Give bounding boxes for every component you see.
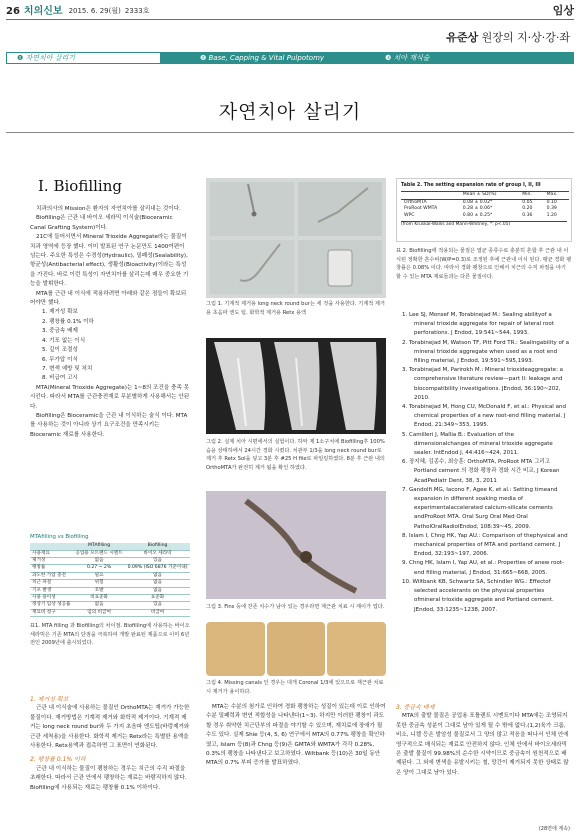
table-cell: 공업용 포트랜드 시멘트 [73,550,125,557]
table-cell: OrthoMTA [404,199,427,205]
author-name: 유준상 [446,31,479,44]
table-cell: 0.05 [522,199,533,205]
table-cell: 0.27 ~ 2% [73,565,125,572]
list-item: 8. 비급여 고시 [42,375,78,382]
table-row [30,572,190,579]
table-2-caption: 표 2. Biofilling에 적용되는 물질은 열균 종류수로 충분히 흔합 후 근관 내 이식된 정확한 흔수비(W/P=0.3)로 조정된 후에 근관내 이식 된다. 팽균 경화 팽창률은 0.08% 이다. 따라서 경화 팽창으로 인해서 치근의 수직 파절을 야기 할 수 있는 MTA 재료들과는 다른 물질이다. [396,248,572,280]
table-cell: 없음 [73,602,125,609]
table-cell: 0.39 [546,206,557,212]
list-item: 4. 기포 없는 이식 [42,337,86,344]
table-cell: 0.10 [546,199,557,205]
table-header: Mean ± SD(%) [460,192,519,200]
paragraph: Biofilling은 근관 내 바이오 세라믹 이식술(Bioceramic Canal Grafting System)이다. [30,215,173,231]
table-cell: ProRoot WMTA [404,206,438,212]
table-cell: 비급여 [125,609,190,616]
series-author [446,30,570,47]
list-item: 2. 팽창률 0.1% 이하 [42,318,94,325]
table-cell: 없음 [125,580,190,587]
article-title: 자연치아 살리기 [218,101,362,123]
table-cell: 없음 [125,572,190,579]
list-item: 3. 중금속 배제 [42,328,78,335]
table-cell: 없음 [73,557,125,564]
table-cell: WPC [404,212,415,218]
table-header: Max. [544,192,569,200]
column-1 [30,205,190,440]
subheading: 3. 중금속 배제 [396,704,435,711]
table-row [30,550,190,557]
column-3-text [396,703,572,778]
table-row [401,213,569,220]
paragraph: Biofilling은 Bioceramic을 근관 내 이식하는 술식 이다. MTA를 사용하는 것이 아니라 상기 요구조건을 만족시키는 Bioceramic 재료를 사용한다. [30,412,188,438]
table-cell: 있음 [125,557,190,564]
table-header: Min. [519,192,543,200]
figure-3-caption: 그림 3. Fins 등에 잔존 치수가 남아 있는 경우라면 제근관 치료 시 재이가 업다. [206,604,385,610]
table-cell: 0.80 ± 0.25* [462,212,493,218]
table-header: MTAfilling [73,543,125,550]
table-title: Table 2. The setting expansion rate of group I, II, III [401,183,541,188]
reference-item: 4. Torabinejad M, Hong CU, McDonald F, et al.: Physical and chemical properties of a new root-end filling material. J Endod, 21:349~353, 1995. [402,404,566,429]
figure-4-caption: 그림 4. Missing canals 인 경우는 대개 Coronal 1/3에 있으므로 재근관 치료 시 제거가 용이하다. [206,680,384,695]
table-note: (from Kruskal-Wallis and Mann-Whitney, *: p<.05) [401,221,567,229]
list-item: 7. 변색 예방 및 처치 [42,365,93,372]
reference-item: 7. Gandolfi MG, Iacono F, Agee K, et al.: Setting timeand expansion in different soaking media of experimentalaccelerated calcium-silicate cements andProRoot MTA. Oral Surg Oral Med Oral PatholOralRadiolEndod, 108:39~45, 2009. [402,486,558,530]
figure-4-image-1 [206,622,265,676]
expansion-table-block [396,178,572,242]
figure-4-image-2 [267,622,325,676]
figure-1-retx-image [298,240,382,294]
table-header: Biofilling [125,543,190,550]
table-header [401,192,460,200]
table-row [401,206,569,213]
expansion-table [401,191,569,219]
table-cell: 비표준화 [73,594,125,601]
paragraph: 근관 내 이식술에 사용하는 물질인 OrthoMTA는 재거가 가능한 물질이다. 재거방법은 기계적 제거와 화학적 제거이다. 기계적 제거는 long neck round bur와 두 가지 초음파 엔도팁(바렁제거와 근관 세척용)을 사용한다. 화학적 제거는 Retx라는 특별한 용액을 사용한다. Retx용액과 접촉하면 그 표면이 연화된다. [30,705,190,750]
table-cell: 과도한 가압 충전 [30,572,73,579]
section-label: 임상 [552,4,574,18]
page-number: 26 [6,6,20,17]
reference-item: 6. 장지혜, 김종수, 최승훈: OrthoMTA, ProRoot MTA 그리고 Portland cement 의 경화 팽창과 경화 시간 비교, J Korean AcadPediatr Dent, 38, 3, 2011 [402,459,560,484]
table-row [30,557,190,564]
figure-1-endo-tip-image [210,240,294,294]
paragraph: MTA는 수분의 첨가로 인하여 경화 팽창하는 성질이 있는데 이로 인하여 수분 밀폐력과 변연 적합성을 나타낸다(1~3). 하지만 이러한 팽창이 과도할 경우 취약한 치근단부의 파절을 야기할 수 있으며, 재치료에 장애가 될 수도 있다. 실제 Shie 등(4, 5, 6) 연구에서 MTA의 0.77% 팽창을 확인하였고, Islam 등(8)과 Chng 등(9)은 GMTA와 WMTA가 각각 0.28%, 0.3%의 팽창을 나타낸다고 보고하였다. Wiltbank 등(10)은 30일 동안 MTA의 0.7% 부피 증가를 발표하였다. [206,704,386,767]
figure-1-caption: 그림 1. 기계적 제거용 long neck round bur는 세 것을 사용한다. 기계적 제거용 초음파 엔도 팁. 화학적 제거용 Retx 용액 [206,301,385,316]
table-row [30,609,190,616]
issue-number: 2333호 [124,7,150,16]
list-item: 6. 무가압 이식 [42,356,78,363]
table-row [30,565,190,572]
table-cell: 정상기 임상 성공률 [30,602,73,609]
table-header [30,543,73,550]
reference-item: 10. Wiltbank KB, Schwartz SA, Schindler WG.: Effectof selected accelerants on the physical properties ofmineral trioxide aggregate and Portland cement. JEndod, 33:1235~1238, 2007. [402,578,554,613]
list-item: 1. 제거성 확보 [42,309,78,316]
figure-1-ultrasonic-tip-image [298,182,382,236]
table-row [30,594,190,601]
subheading: 2. 팽창률 0.1% 이하 [30,756,86,764]
table-cell: 0.09% (ISO 6876 기준이내) [125,565,190,572]
figure-3 [206,491,386,599]
figure-2 [206,338,386,434]
section-heading: I. Biofilling [38,177,122,195]
subheading: 1. 제거성 확보 [30,696,69,703]
table-row [30,580,190,587]
table-caption: 표1. MTA filling 과 Biofilling의 차이점. Biofilling에 사용하는 바이오세라믹은 기존 MTA의 단점을 극복하여 개발 완료된 제품으로 이미 6년 전인 2009년에 출시되었다. [30,623,190,647]
table-row [30,602,190,609]
paragraph: MTA(Mineral Trioxide Aggregate)는 1~8의 조건을 충족 못 시킨다. 따라서 MTA를 근관충전재로 무분별하게 사용해서는 안된다. [30,384,190,410]
paragraph: 21C에 들어서면서 Mineral Trioxide Aggregate라는 물질이 치과 영역에 등장 했다. 이미 발표된 연구 논문만도 1400여편이 넘는다. 주요한 특성은 수경성(Hydraulic), 밀폐성(Sealability), 항균성(Antibacterial effect), 생활성(Bioactivity)이라는 특성을 가진다. 바로 이런 특성이 자연치아를 살리는데 매우 중요한 기능을 발휘한다. [30,234,189,288]
column-2-text [206,703,386,769]
issue-date: 2015. 6. 29(월) [68,7,121,16]
table-cell: 표준화 [125,594,190,601]
masthead [6,4,574,20]
table-cell: 호발 [73,587,125,594]
paragraph: MTA를 근관 내 이식에 적용하려면 아래와 같은 점들이 확보되어야만 했다. [30,290,187,307]
table-cell: 제거성 [30,557,73,564]
table-cell: 필요 [73,572,125,579]
title-divider [6,132,574,133]
reference-item: 2. Torabinejad M, Watson TF, Pitt Ford TR.: Sealingability of a mineral trioxide aggregate when used as a root end filling material, J Endod, 19:591~595,1993. [402,339,569,365]
series-name: 원장의 지·상·강·좌 [481,31,570,44]
newspaper-name: 치의신보 [23,6,63,17]
table-cell: 없음 [125,587,190,594]
tab-replantation: ❸ 치아 재식술 [385,53,430,62]
comparison-table-block [30,533,190,648]
table-cell: 위험 [73,580,125,587]
figure-4 [206,622,386,676]
paragraph: MTA의 출발 물질은 공업용 포틀랜트 시멘트이다 MTA에는 조영되지 못한 중금속 성분이 그대로 남아 있게 될 수 밖에 없다.(1,2)육가 크롬, 비소, 니켈 등은 발암성 물질로서 그 양의 많고 적음을 떠나서 인체 안에 영구적으로 매식되는 재료로 안전하지 않다. 인체 안에서 바이오세라믹은 출발 물질이 99.98%의 순수한 시약이므로 중금속이 원천적으로 배제된다. 그 외에 변색을 유발시키는 철, 망간이 제거되지 못한 상태로 많은 양이 그대로 남아 있다. [396,713,569,776]
tab-natural-tooth: ❶ 자연치아 살리기 [6,52,161,64]
table-cell: 바이오 세라믹 [125,550,190,557]
comparison-table [30,543,190,617]
table-cell: 팽창률 [30,565,73,572]
table-cell: 있음 [125,602,190,609]
figure-4-image-3 [327,622,386,676]
reference-item: 1. Lee SJ, Monsef M, Torabinejad M.: Sealing abilityof a mineral trioxide aggregate for repair of lateral root perforations. J Endod, 19:541~544, 1993. [402,312,554,337]
table-cell: 임의 비급여 [73,609,125,616]
figure-1-bur-image [210,182,294,236]
continued-note: (28면에 계속) [538,826,570,832]
references-list [402,311,572,615]
table-cell: 사용 용이성 [30,594,73,601]
figure-1 [206,178,386,298]
reference-item: 9. Chng HK, Islam I, Yap AU, et al.: Properties of anew root-end filling material, J Endod, 31:665~668, 2005. [402,560,565,576]
table-cell: 0.36 [522,212,533,218]
table-cell: 치근 파절 [30,580,73,587]
reference-item: 5. Camilleri J, Mallia B.: Evaluation of the dimensionalchanges of mineral trioxide aggregate sealer. IntEndod J, 44:416~424, 2011. [402,431,553,457]
tab-base-capping: ❷ Base, Capping & Vital Pulpotomy [200,53,325,62]
figure-2-caption: 그림 2. 실제 치아 시편에서의 실험이다. 하악 제 1소구치에 Biofilling후 100% 습윤 상태하에서 24시간 경화 시켰다. 치관부 1/3을 long neck round bur로 제거 후 Retx Sol을 넣고 3분 후 #25 H file로 파일링하였다. 8분 후 근관 내의 OrthoMTA가 완전히 제거 됨을 확인 하였다. [206,439,385,471]
reference-item: 3. Torabinejad M, Parirokh M.: Mineral trioxideaggregate: a comprehensive literature review—part II: leakage and biocompatibility investigations. JEndod, 36:190~202, 2010. [402,367,564,401]
reference-item: 8. Islam I, Chng HK, Yap AU.: Comparison of thephysical and mechanical properties of MTA and portland cement. J Endod, 32:193~197, 2006. [402,532,568,558]
table-title: MTAfilling vs Biofilling [30,534,89,540]
list-item: 5. 깊이 조절성 [42,347,78,354]
table-cell: 0.28 ± 0.06* [462,206,493,212]
paragraph: 근관 내 이식하는 물질이 팽창하는 경우는 치근의 수직 파절을 초래한다. 따라서 근관 안에서 팽창하는 재료는 바람직하지 않다. Biofilling에 사용되는 재료는 팽창률 0.1% 이하이다. [30,765,187,791]
table-cell: 기포 발생 [30,587,73,594]
table-row [30,587,190,594]
paragraph: 치과의사의 Mission은 환자의 자연치아를 살리내는 것이다. [36,206,181,212]
column-1-lower [30,695,190,793]
table-cell: 0.20 [522,206,533,212]
table-cell: 사용재료 [30,550,73,557]
table-cell: 재료비 청구 [30,609,73,616]
table-cell: 0.08 ± 0.02* [462,199,493,205]
table-cell: 1.20 [546,212,557,218]
